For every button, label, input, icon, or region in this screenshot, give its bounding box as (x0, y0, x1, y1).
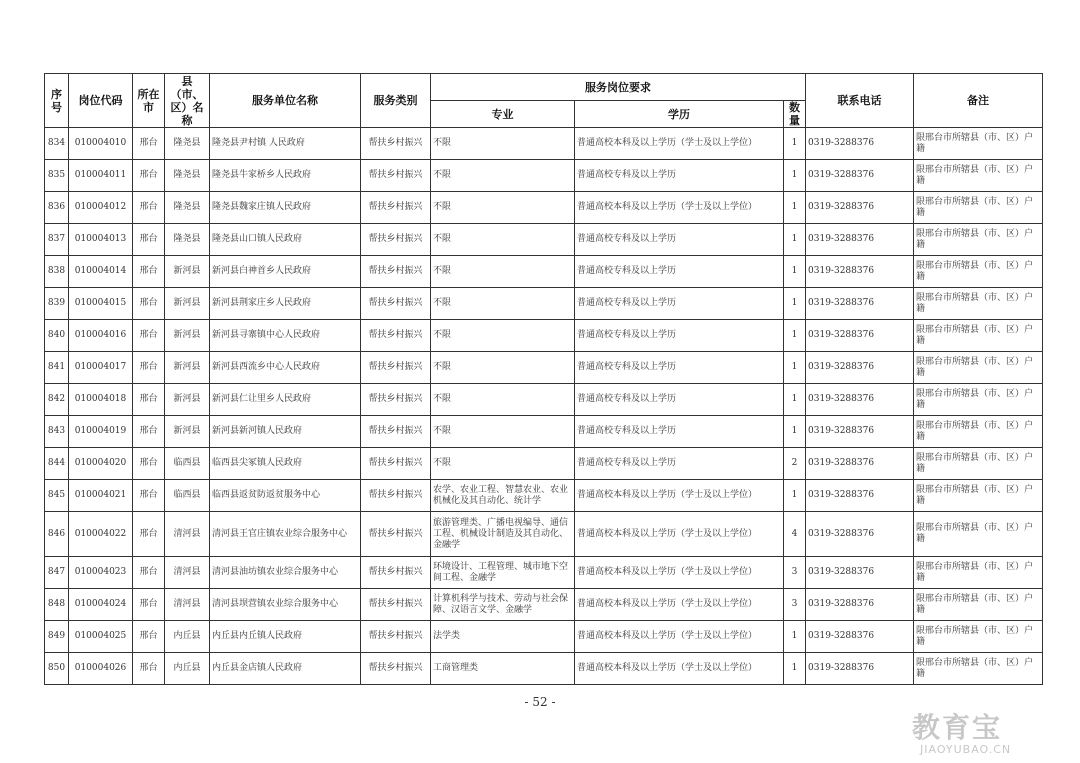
cell-unit: 清河县油坊镇农业综合服务中心 (210, 557, 361, 589)
cell-phone: 0319-3288376 (806, 448, 914, 480)
cell-seq: 845 (45, 480, 69, 512)
cell-county: 新河县 (165, 288, 210, 320)
cell-service-type: 帮扶乡村振兴 (361, 128, 431, 160)
cell-code: 010004014 (69, 256, 133, 288)
cell-county: 隆尧县 (165, 160, 210, 192)
table-row (45, 288, 1043, 320)
cell-seq: 835 (45, 160, 69, 192)
cell-unit: 新河县荆家庄乡人民政府 (210, 288, 361, 320)
cell-city: 邢台 (133, 320, 165, 352)
cell-phone: 0319-3288376 (806, 416, 914, 448)
cell-seq: 838 (45, 256, 69, 288)
cell-service-type: 帮扶乡村振兴 (361, 589, 431, 621)
cell-service-type: 帮扶乡村振兴 (361, 416, 431, 448)
cell-code: 010004013 (69, 224, 133, 256)
cell-seq: 837 (45, 224, 69, 256)
cell-county: 新河县 (165, 352, 210, 384)
cell-seq: 848 (45, 589, 69, 621)
cell-quantity: 1 (784, 288, 806, 320)
table-row (45, 320, 1043, 352)
cell-city: 邢台 (133, 653, 165, 685)
cell-city: 邢台 (133, 589, 165, 621)
cell-service-type: 帮扶乡村振兴 (361, 192, 431, 224)
cell-education: 普通高校专科及以上学历 (575, 256, 784, 288)
cell-code: 010004019 (69, 416, 133, 448)
cell-education: 普通高校本科及以上学历（学士及以上学位） (575, 557, 784, 589)
cell-code: 010004026 (69, 653, 133, 685)
cell-city: 邢台 (133, 128, 165, 160)
cell-major: 不限 (431, 192, 575, 224)
table-row (45, 256, 1043, 288)
cell-unit: 隆尧县魏家庄镇人民政府 (210, 192, 361, 224)
watermark-logo (912, 712, 1062, 760)
cell-major: 环境设计、工程管理、城市地下空间工程、金融学 (431, 557, 575, 589)
cell-county: 新河县 (165, 256, 210, 288)
cell-quantity: 1 (784, 416, 806, 448)
cell-phone: 0319-3288376 (806, 557, 914, 589)
cell-remark: 限邢台市所辖县（市、区）户籍 (914, 512, 1043, 557)
cell-service-type: 帮扶乡村振兴 (361, 512, 431, 557)
cell-county: 隆尧县 (165, 192, 210, 224)
cell-seq: 849 (45, 621, 69, 653)
header-code: 岗位代码 (69, 74, 133, 128)
cell-service-type: 帮扶乡村振兴 (361, 160, 431, 192)
cell-remark: 限邢台市所辖县（市、区）户籍 (914, 320, 1043, 352)
cell-quantity: 1 (784, 160, 806, 192)
cell-remark: 限邢台市所辖县（市、区）户籍 (914, 448, 1043, 480)
cell-education: 普通高校本科及以上学历（学士及以上学位） (575, 653, 784, 685)
cell-service-type: 帮扶乡村振兴 (361, 480, 431, 512)
cell-education: 普通高校本科及以上学历（学士及以上学位） (575, 621, 784, 653)
table-row (45, 512, 1043, 557)
cell-city: 邢台 (133, 256, 165, 288)
cell-phone: 0319-3288376 (806, 320, 914, 352)
cell-unit: 临西县返贫防返贫服务中心 (210, 480, 361, 512)
cell-code: 010004012 (69, 192, 133, 224)
table-row (45, 557, 1043, 589)
cell-phone: 0319-3288376 (806, 224, 914, 256)
cell-remark: 限邢台市所辖县（市、区）户籍 (914, 384, 1043, 416)
job-table (44, 73, 1043, 685)
header-row-1 (45, 74, 1043, 101)
cell-city: 邢台 (133, 621, 165, 653)
cell-code: 010004010 (69, 128, 133, 160)
cell-major: 不限 (431, 416, 575, 448)
cell-phone: 0319-3288376 (806, 653, 914, 685)
cell-unit: 内丘县内丘镇人民政府 (210, 621, 361, 653)
cell-quantity: 1 (784, 128, 806, 160)
cell-unit: 新河县白神首乡人民政府 (210, 256, 361, 288)
cell-education: 普通高校专科及以上学历 (575, 288, 784, 320)
cell-phone: 0319-3288376 (806, 288, 914, 320)
cell-quantity: 1 (784, 224, 806, 256)
cell-education: 普通高校本科及以上学历（学士及以上学位） (575, 128, 784, 160)
header-education: 学历 (575, 101, 784, 128)
cell-phone: 0319-3288376 (806, 352, 914, 384)
cell-major: 不限 (431, 384, 575, 416)
cell-seq: 834 (45, 128, 69, 160)
cell-unit: 隆尧县牛家桥乡人民政府 (210, 160, 361, 192)
cell-remark: 限邢台市所辖县（市、区）户籍 (914, 192, 1043, 224)
cell-major: 不限 (431, 256, 575, 288)
cell-service-type: 帮扶乡村振兴 (361, 653, 431, 685)
cell-unit: 隆尧县山口镇人民政府 (210, 224, 361, 256)
cell-seq: 843 (45, 416, 69, 448)
cell-unit: 清河县坝营镇农业综合服务中心 (210, 589, 361, 621)
cell-service-type: 帮扶乡村振兴 (361, 448, 431, 480)
cell-unit: 临西县尖冢镇人民政府 (210, 448, 361, 480)
header-quantity: 数量 (784, 101, 806, 128)
cell-phone: 0319-3288376 (806, 384, 914, 416)
cell-unit: 新河县寻寨镇中心人民政府 (210, 320, 361, 352)
cell-quantity: 1 (784, 653, 806, 685)
cell-phone: 0319-3288376 (806, 128, 914, 160)
cell-major: 不限 (431, 352, 575, 384)
cell-education: 普通高校本科及以上学历（学士及以上学位） (575, 480, 784, 512)
cell-education: 普通高校专科及以上学历 (575, 384, 784, 416)
cell-city: 邢台 (133, 288, 165, 320)
cell-city: 邢台 (133, 480, 165, 512)
cell-city: 邢台 (133, 160, 165, 192)
cell-city: 邢台 (133, 384, 165, 416)
cell-remark: 限邢台市所辖县（市、区）户籍 (914, 160, 1043, 192)
cell-phone: 0319-3288376 (806, 256, 914, 288)
cell-county: 清河县 (165, 512, 210, 557)
cell-education: 普通高校专科及以上学历 (575, 160, 784, 192)
cell-city: 邢台 (133, 224, 165, 256)
table-row (45, 192, 1043, 224)
cell-phone: 0319-3288376 (806, 192, 914, 224)
cell-education: 普通高校专科及以上学历 (575, 416, 784, 448)
cell-major: 不限 (431, 320, 575, 352)
cell-major: 不限 (431, 288, 575, 320)
cell-remark: 限邢台市所辖县（市、区）户籍 (914, 128, 1043, 160)
cell-county: 隆尧县 (165, 128, 210, 160)
cell-education: 普通高校专科及以上学历 (575, 352, 784, 384)
cell-code: 010004021 (69, 480, 133, 512)
table-row (45, 480, 1043, 512)
cell-major: 不限 (431, 160, 575, 192)
cell-city: 邢台 (133, 352, 165, 384)
table-row (45, 653, 1043, 685)
cell-code: 010004017 (69, 352, 133, 384)
header-phone: 联系电话 (806, 74, 914, 128)
cell-code: 010004023 (69, 557, 133, 589)
cell-code: 010004011 (69, 160, 133, 192)
cell-phone: 0319-3288376 (806, 621, 914, 653)
cell-service-type: 帮扶乡村振兴 (361, 288, 431, 320)
cell-major: 计算机科学与技术、劳动与社会保障、汉语言文学、金融学 (431, 589, 575, 621)
cell-major: 工商管理类 (431, 653, 575, 685)
cell-remark: 限邢台市所辖县（市、区）户籍 (914, 589, 1043, 621)
cell-city: 邢台 (133, 448, 165, 480)
cell-service-type: 帮扶乡村振兴 (361, 621, 431, 653)
cell-major: 法学类 (431, 621, 575, 653)
cell-remark: 限邢台市所辖县（市、区）户籍 (914, 653, 1043, 685)
cell-city: 邢台 (133, 192, 165, 224)
cell-remark: 限邢台市所辖县（市、区）户籍 (914, 416, 1043, 448)
cell-seq: 847 (45, 557, 69, 589)
cell-remark: 限邢台市所辖县（市、区）户籍 (914, 256, 1043, 288)
header-city: 所在市 (133, 74, 165, 128)
cell-quantity: 1 (784, 384, 806, 416)
cell-quantity: 1 (784, 256, 806, 288)
cell-phone: 0319-3288376 (806, 480, 914, 512)
cell-education: 普通高校专科及以上学历 (575, 448, 784, 480)
cell-code: 010004022 (69, 512, 133, 557)
cell-major: 农学、农业工程、智慧农业、农业机械化及其自动化、统计学 (431, 480, 575, 512)
header-requirements: 服务岗位要求 (431, 74, 806, 101)
cell-unit: 新河县西流乡中心人民政府 (210, 352, 361, 384)
watermark-text-en: JIAOYUBAO.CN (920, 743, 1012, 756)
cell-phone: 0319-3288376 (806, 160, 914, 192)
cell-county: 新河县 (165, 384, 210, 416)
cell-county: 新河县 (165, 320, 210, 352)
cell-unit: 清河县王官庄镇农业综合服务中心 (210, 512, 361, 557)
cell-service-type: 帮扶乡村振兴 (361, 256, 431, 288)
cell-major: 旅游管理类、广播电视编导、通信工程、机械设计制造及其自动化、金融学 (431, 512, 575, 557)
cell-unit: 内丘县金店镇人民政府 (210, 653, 361, 685)
table-row (45, 224, 1043, 256)
table-row (45, 589, 1043, 621)
cell-seq: 850 (45, 653, 69, 685)
table-body (45, 128, 1043, 685)
cell-county: 隆尧县 (165, 224, 210, 256)
cell-code: 010004024 (69, 589, 133, 621)
cell-seq: 842 (45, 384, 69, 416)
cell-seq: 840 (45, 320, 69, 352)
cell-service-type: 帮扶乡村振兴 (361, 320, 431, 352)
cell-code: 010004020 (69, 448, 133, 480)
cell-education: 普通高校本科及以上学历（学士及以上学位） (575, 192, 784, 224)
cell-major: 不限 (431, 448, 575, 480)
table-row (45, 128, 1043, 160)
watermark-text-cn: 教育宝 (912, 711, 1003, 744)
cell-county: 新河县 (165, 416, 210, 448)
cell-quantity: 4 (784, 512, 806, 557)
header-county: 县（市、区）名称 (165, 74, 210, 128)
cell-service-type: 帮扶乡村振兴 (361, 384, 431, 416)
cell-remark: 限邢台市所辖县（市、区）户籍 (914, 224, 1043, 256)
cell-major: 不限 (431, 128, 575, 160)
table-row (45, 448, 1043, 480)
cell-county: 清河县 (165, 557, 210, 589)
cell-unit: 隆尧县尹村镇 人民政府 (210, 128, 361, 160)
cell-code: 010004018 (69, 384, 133, 416)
cell-major: 不限 (431, 224, 575, 256)
table-row (45, 160, 1043, 192)
cell-quantity: 3 (784, 557, 806, 589)
cell-service-type: 帮扶乡村振兴 (361, 352, 431, 384)
cell-quantity: 1 (784, 352, 806, 384)
cell-education: 普通高校本科及以上学历（学士及以上学位） (575, 589, 784, 621)
table-row (45, 621, 1043, 653)
cell-phone: 0319-3288376 (806, 589, 914, 621)
cell-quantity: 3 (784, 589, 806, 621)
cell-quantity: 1 (784, 192, 806, 224)
cell-remark: 限邢台市所辖县（市、区）户籍 (914, 621, 1043, 653)
cell-remark: 限邢台市所辖县（市、区）户籍 (914, 288, 1043, 320)
cell-county: 临西县 (165, 480, 210, 512)
cell-seq: 846 (45, 512, 69, 557)
cell-city: 邢台 (133, 557, 165, 589)
cell-remark: 限邢台市所辖县（市、区）户籍 (914, 480, 1043, 512)
header-unit: 服务单位名称 (210, 74, 361, 128)
cell-remark: 限邢台市所辖县（市、区）户籍 (914, 352, 1043, 384)
header-service-type: 服务类别 (361, 74, 431, 128)
cell-education: 普通高校本科及以上学历（学士及以上学位） (575, 512, 784, 557)
cell-quantity: 1 (784, 621, 806, 653)
table-row (45, 384, 1043, 416)
cell-county: 内丘县 (165, 621, 210, 653)
cell-quantity: 1 (784, 480, 806, 512)
cell-education: 普通高校专科及以上学历 (575, 320, 784, 352)
header-major: 专业 (431, 101, 575, 128)
cell-code: 010004025 (69, 621, 133, 653)
cell-county: 清河县 (165, 589, 210, 621)
cell-quantity: 2 (784, 448, 806, 480)
cell-seq: 841 (45, 352, 69, 384)
cell-unit: 新河县新河镇人民政府 (210, 416, 361, 448)
table-row (45, 416, 1043, 448)
cell-county: 内丘县 (165, 653, 210, 685)
cell-education: 普通高校专科及以上学历 (575, 224, 784, 256)
cell-phone: 0319-3288376 (806, 512, 914, 557)
page-number: - 52 - (524, 695, 556, 709)
cell-code: 010004016 (69, 320, 133, 352)
cell-county: 临西县 (165, 448, 210, 480)
cell-seq: 839 (45, 288, 69, 320)
table-row (45, 352, 1043, 384)
cell-seq: 844 (45, 448, 69, 480)
cell-city: 邢台 (133, 416, 165, 448)
cell-unit: 新河县仁让里乡人民政府 (210, 384, 361, 416)
header-remark: 备注 (914, 74, 1043, 128)
cell-seq: 836 (45, 192, 69, 224)
cell-service-type: 帮扶乡村振兴 (361, 557, 431, 589)
cell-code: 010004015 (69, 288, 133, 320)
header-seq: 序号 (45, 74, 69, 128)
cell-city: 邢台 (133, 512, 165, 557)
cell-quantity: 1 (784, 320, 806, 352)
cell-remark: 限邢台市所辖县（市、区）户籍 (914, 557, 1043, 589)
cell-service-type: 帮扶乡村振兴 (361, 224, 431, 256)
